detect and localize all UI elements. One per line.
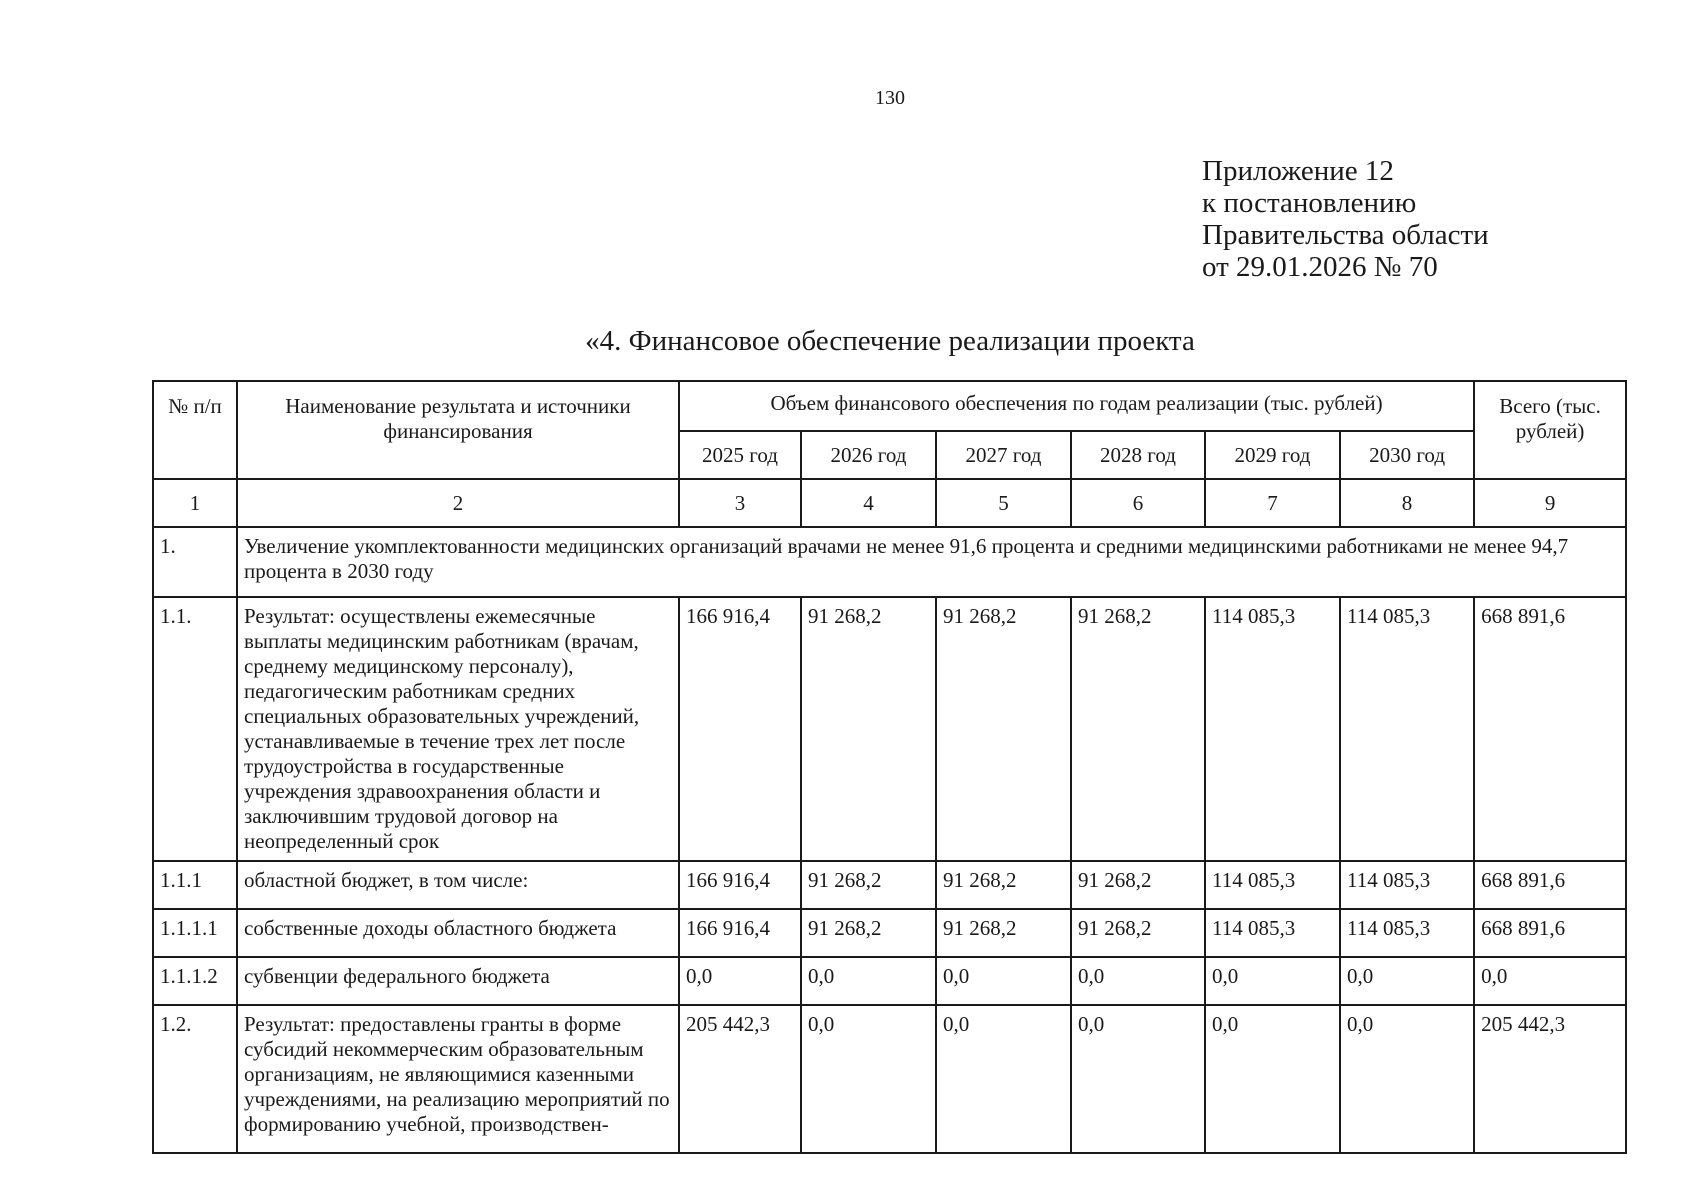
column-number: 2: [237, 479, 679, 527]
cell-value: 91 268,2: [801, 861, 936, 909]
row-name: Результат: осуществлены ежемесячные выплаты медицинским работникам (врачам, среднему медицинскому персоналу), педагогическим работникам средних специальных образовательных учреждений, устанавливаемые в течение трех лет после трудоустройства в государственные учреждения здравоохранения области и заключившим трудовой договор на неопределенный срок: [237, 597, 679, 861]
table-row: [153, 527, 1626, 597]
row-num: 1.: [153, 527, 237, 597]
row-num: 1.2.: [153, 1005, 237, 1153]
cell-value: 91 268,2: [1071, 597, 1205, 861]
table-row: [153, 597, 1626, 861]
header-total: Всего (тыс. рублей): [1474, 381, 1626, 479]
table-row: [153, 1005, 1626, 1153]
cell-total: 668 891,6: [1474, 861, 1626, 909]
cell-value: 91 268,2: [1071, 909, 1205, 957]
appendix-line: к постановлению: [1202, 187, 1417, 219]
cell-value: 114 085,3: [1205, 861, 1340, 909]
header-year: 2025 год: [679, 431, 801, 479]
cell-value: 0,0: [1071, 957, 1205, 1005]
table-row: [153, 957, 1626, 1005]
appendix-line: Приложение 12: [1202, 155, 1394, 187]
column-number: 5: [936, 479, 1071, 527]
row-name: Результат: предоставлены гранты в форме субсидий некоммерческим образовательным организациям, не являющимися казенными учреждениями, на реализацию мероприятий по формированию учебной, производствен-: [237, 1005, 679, 1153]
row-num: 1.1.1.1: [153, 909, 237, 957]
column-number: 6: [1071, 479, 1205, 527]
column-number: 7: [1205, 479, 1340, 527]
cell-value: 0,0: [1071, 1005, 1205, 1153]
table-row: [153, 861, 1626, 909]
row-num: 1.1.1: [153, 861, 237, 909]
table-row: [153, 909, 1626, 957]
cell-value: 166 916,4: [679, 909, 801, 957]
cell-total: 668 891,6: [1474, 597, 1626, 861]
row-num: 1.1.: [153, 597, 237, 861]
row-name: субвенции федерального бюджета: [237, 957, 679, 1005]
cell-value: 114 085,3: [1340, 861, 1474, 909]
header-year: 2030 год: [1340, 431, 1474, 479]
column-number: 8: [1340, 479, 1474, 527]
appendix-line: Правительства области: [1202, 219, 1489, 251]
cell-value: 91 268,2: [801, 909, 936, 957]
cell-value: 114 085,3: [1205, 597, 1340, 861]
cell-value: 0,0: [801, 1005, 936, 1153]
cell-total: 668 891,6: [1474, 909, 1626, 957]
cell-value: 91 268,2: [936, 861, 1071, 909]
cell-value: 0,0: [1340, 1005, 1474, 1153]
section-title: «4. Финансовое обеспечение реализации проекта: [585, 325, 1195, 357]
cell-value: 91 268,2: [801, 597, 936, 861]
financing-table: [152, 380, 1627, 1154]
appendix-block: [1202, 155, 1489, 283]
cell-value: 0,0: [1205, 1005, 1340, 1153]
cell-value: 0,0: [801, 957, 936, 1005]
header-year: 2027 год: [936, 431, 1071, 479]
header-name: Наименование результата и источники финансирования: [237, 381, 679, 479]
column-number: 3: [679, 479, 801, 527]
section-text: Увеличение укомплектованности медицинских организаций врачами не менее 91,6 процента и средними медицинскими работниками не менее 94,7 процента в 2030 году: [237, 527, 1626, 597]
cell-total: 0,0: [1474, 957, 1626, 1005]
cell-value: 166 916,4: [679, 861, 801, 909]
cell-value: 114 085,3: [1340, 909, 1474, 957]
row-name: областной бюджет, в том числе:: [237, 861, 679, 909]
column-number: 4: [801, 479, 936, 527]
page-number: 130: [875, 87, 905, 109]
header-num: № п/п: [153, 381, 237, 479]
cell-value: 91 268,2: [1071, 861, 1205, 909]
header-year: 2029 год: [1205, 431, 1340, 479]
cell-value: 0,0: [936, 957, 1071, 1005]
cell-total: 205 442,3: [1474, 1005, 1626, 1153]
cell-value: 114 085,3: [1340, 597, 1474, 861]
column-number: 1: [153, 479, 237, 527]
cell-value: 91 268,2: [936, 597, 1071, 861]
appendix-line: от 29.01.2026 № 70: [1202, 251, 1438, 283]
header-year: 2026 год: [801, 431, 936, 479]
column-number: 9: [1474, 479, 1626, 527]
cell-value: 91 268,2: [936, 909, 1071, 957]
header-year: 2028 год: [1071, 431, 1205, 479]
cell-value: 0,0: [1205, 957, 1340, 1005]
row-name: собственные доходы областного бюджета: [237, 909, 679, 957]
cell-value: 0,0: [936, 1005, 1071, 1153]
row-num: 1.1.1.2: [153, 957, 237, 1005]
cell-value: 166 916,4: [679, 597, 801, 861]
cell-value: 114 085,3: [1205, 909, 1340, 957]
cell-value: 205 442,3: [679, 1005, 801, 1153]
cell-value: 0,0: [679, 957, 801, 1005]
header-volume: Объем финансового обеспечения по годам реализации (тыс. рублей): [679, 381, 1474, 431]
cell-value: 0,0: [1340, 957, 1474, 1005]
